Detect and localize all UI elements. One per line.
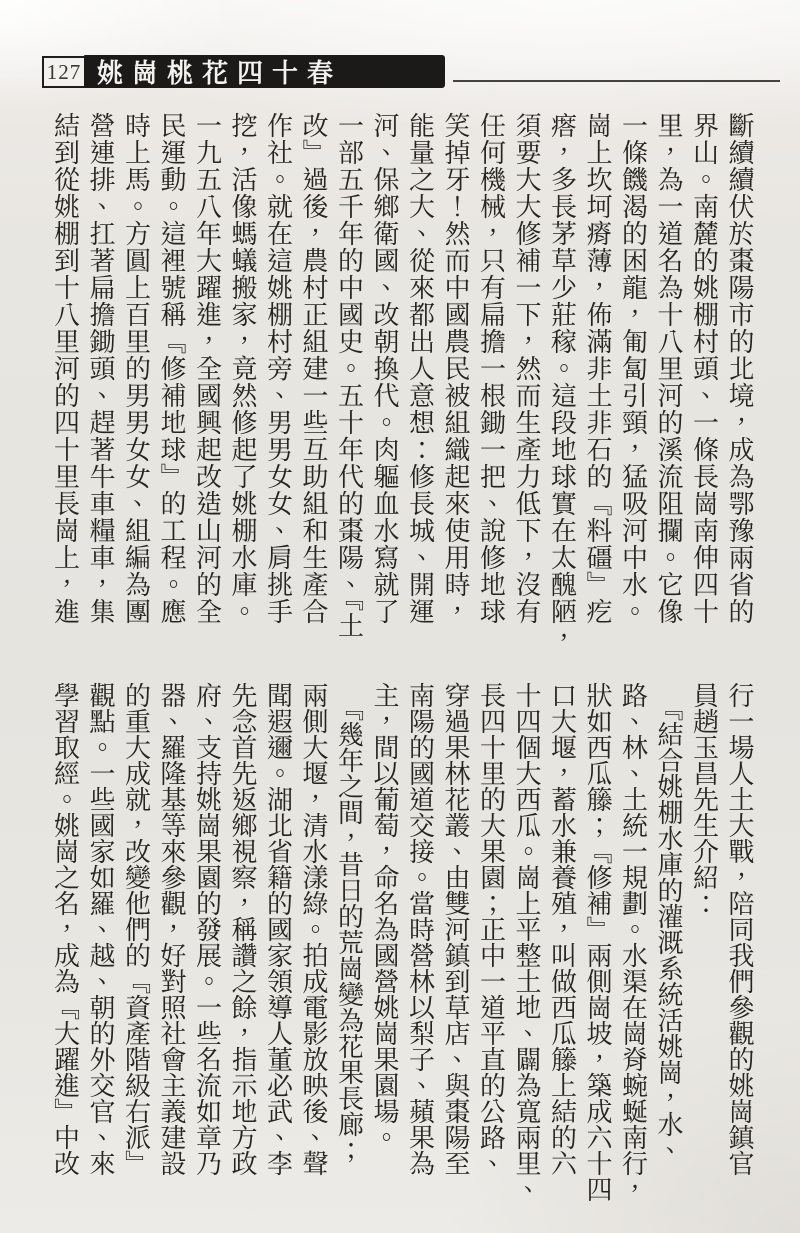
text-column: 挖，活像螞蟻搬家，竟然修起了姚棚水庫。 <box>228 112 257 625</box>
text-column: 十四個大西瓜。崗上平整土地、闢為寬兩里、 <box>512 682 541 1202</box>
text-column: 作社。就在這姚棚村旁、男男女女、肩挑手 <box>263 112 293 625</box>
text-column: 時上馬。方圓上百里的男男女女、組編為團 <box>121 112 151 625</box>
text-column: 一部五千年的中國史。五十年代的棗陽、『土 <box>334 112 364 639</box>
text-column: 觀點。一些國家如羅、越、朝的外交官、來 <box>86 682 115 1176</box>
text-column: 的重大成就，改變他們的『資產階級右派』 <box>121 682 151 1176</box>
text-column: 南陽的國道交接。當時營林以梨子、蘋果為 <box>405 682 435 1176</box>
text-column: 崗上坎坷瘠薄，佈滿非土非石的『料礓』疙 <box>583 112 612 625</box>
text-column: 斷續續伏於棗陽市的北境，成為鄂豫兩省的 <box>725 112 754 625</box>
chapter-title: 姚崗桃花四十春 <box>97 59 343 88</box>
text-column: 須要大大修補一下，然而生產力低下，沒有 <box>512 112 541 625</box>
page-number: 127 <box>46 59 82 84</box>
text-column: 民運動。這裡號稱『修補地球』的工程。應 <box>157 112 186 625</box>
text-column: 一條饑渴的困龍，匍匐引頸，猛吸河中水。 <box>618 112 648 625</box>
text-column: 器、羅隆基等來參觀，好對照社會主義建設 <box>157 682 186 1176</box>
text-column: 改』過後，農村正組建一些互助組和生產合 <box>299 112 328 625</box>
text-column: 聞遐邇。湖北省籍的國家領導人董必武、李 <box>263 682 293 1176</box>
text-column: 一九五八年大躍進，全國興起改造山河的全 <box>192 112 222 625</box>
text-column: 先念首先返鄉視察，稱讚之餘，指示地方政 <box>228 682 257 1176</box>
text-column: 『幾年之間，昔日的荒崗變為花果長廊； <box>334 682 364 1163</box>
text-column: 里，為一道名為十八里河的溪流阻攔。它像 <box>654 112 683 625</box>
text-column: 兩側大堰，清水漾綠。拍成電影放映後、聲 <box>299 682 328 1176</box>
text-block-top <box>45 112 757 657</box>
text-column: 員趙玉昌先生介紹： <box>689 682 719 916</box>
text-column: 能量之大、從來都出人意想：修長城、開運 <box>405 112 435 625</box>
text-column: 穿過果林花叢、由雙河鎮到草店、與棗陽至 <box>441 682 470 1176</box>
text-column: 狀如西瓜籐；『修補』兩側崗坡，築成六十四 <box>583 682 612 1202</box>
text-column: 結到從姚棚到十八里河的四十里長崗上，進 <box>50 112 80 625</box>
text-column: 口大堰，蓄水兼養殖，叫做西瓜籐上結的六 <box>547 682 577 1176</box>
text-column: 河、保鄉衛國、改朝換代。肉軀血水寫就了 <box>370 112 399 625</box>
text-column: 瘩，多長茅草少莊稼。這段地球實在太醜陋， <box>547 112 577 652</box>
text-column: 學習取經。姚崗之名，成為『大躍進』中改 <box>50 682 80 1176</box>
text-column: 『結合姚棚水庫的灌溉系統活姚崗，水、 <box>654 682 683 1163</box>
text-column: 行一場人土大戰，陪同我們參觀的姚崗鎮官 <box>725 682 754 1176</box>
text-column: 笑掉牙！然而中國農民被組織起來使用時， <box>441 112 470 625</box>
header-rule-line <box>453 80 780 82</box>
text-column: 營連排、扛著扁擔鋤頭、趕著牛車糧車，集 <box>86 112 115 625</box>
text-column: 主，間以葡萄，命名為國營姚崗果園場。 <box>370 682 399 1150</box>
text-block-bottom <box>45 682 757 1207</box>
chapter-title-bar <box>84 55 445 88</box>
text-column: 府、支持姚崗果園的發展。一些名流如章乃 <box>192 682 222 1176</box>
text-column: 長四十里的大果園；正中一道平直的公路、 <box>476 682 506 1176</box>
text-column: 任何機械，只有扁擔一根鋤一把、說修地球 <box>476 112 506 625</box>
page-number-box <box>42 56 86 88</box>
text-column: 界山。南麓的姚棚村頭、一條長崗南伸四十 <box>689 112 719 625</box>
text-column: 路、林、土統一規劃。水渠在崗脊蜿蜒南行， <box>618 682 648 1202</box>
